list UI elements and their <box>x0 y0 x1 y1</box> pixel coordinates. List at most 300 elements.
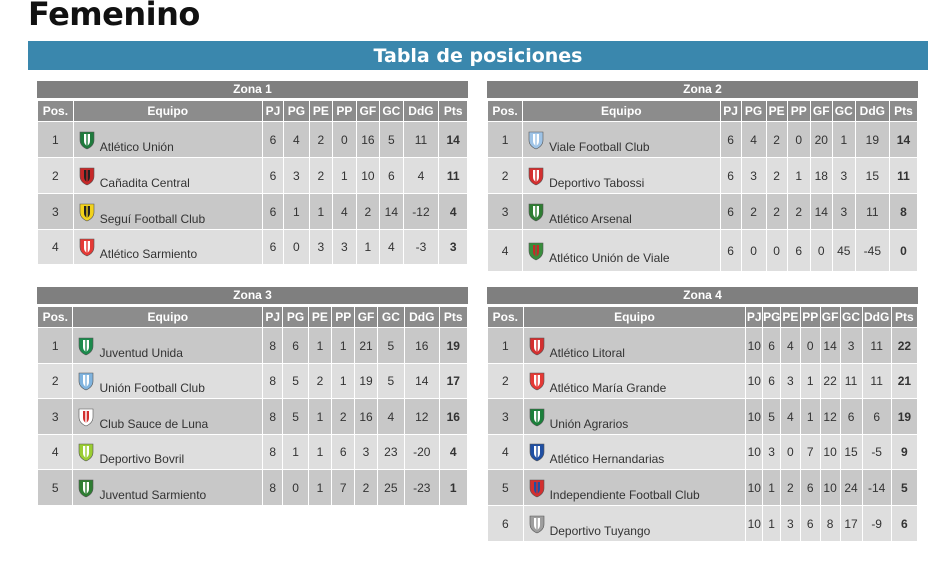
table-row <box>488 328 918 364</box>
column-header-pos: Pos. <box>488 307 524 328</box>
team-cell <box>73 122 262 158</box>
pg-cell: 5 <box>283 399 308 435</box>
pg-cell: 3 <box>741 158 766 194</box>
table-row <box>38 194 468 230</box>
pp-cell: 4 <box>333 194 356 230</box>
pj-cell: 6 <box>262 158 283 194</box>
pos-cell: 1 <box>488 328 524 364</box>
pp-cell: 6 <box>800 470 820 506</box>
team-crest-icon <box>526 166 546 186</box>
pe-cell: 1 <box>308 399 331 435</box>
gc-cell: 1 <box>832 122 855 158</box>
column-header-pp: PP <box>800 307 820 328</box>
team-cell <box>73 194 262 230</box>
team-crest-icon <box>76 478 96 498</box>
pj-cell: 6 <box>720 194 741 230</box>
standings-banner: Tabla de posiciones <box>28 41 928 70</box>
team-crest-icon <box>77 202 97 222</box>
team-crest-icon <box>77 130 97 150</box>
ddg-cell: 4 <box>403 158 439 194</box>
pj-cell: 8 <box>263 399 283 435</box>
ddg-cell: 15 <box>855 158 889 194</box>
pe-cell: 3 <box>309 230 332 265</box>
pos-cell: 6 <box>488 506 524 542</box>
team-cell <box>523 470 746 506</box>
column-header-ddg: DdG <box>855 101 889 122</box>
pts-cell: 4 <box>439 194 468 230</box>
pp-cell: 6 <box>800 506 820 542</box>
standings-table <box>487 100 918 272</box>
column-header-ddg: DdG <box>405 307 439 328</box>
column-header-team: Equipo <box>73 101 262 122</box>
pp-cell: 1 <box>332 364 355 399</box>
gc-cell: 6 <box>840 399 862 435</box>
team-name[interactable]: Independiente Football Club <box>549 487 700 502</box>
ddg-cell: -45 <box>855 230 889 272</box>
column-header-pj: PJ <box>262 101 283 122</box>
page-title: Femenino <box>28 0 200 33</box>
pe-cell: 3 <box>780 364 800 399</box>
team-cell <box>73 230 262 265</box>
column-header-gc: GC <box>832 101 855 122</box>
column-header-pg: PG <box>283 307 308 328</box>
zone-title: Zona 1 <box>37 81 468 100</box>
team-crest-icon <box>526 202 546 222</box>
team-crest-icon <box>527 336 547 356</box>
team-crest-icon <box>76 371 96 391</box>
pp-cell: 6 <box>332 435 355 470</box>
team-name[interactable]: Seguí Football Club <box>99 211 206 226</box>
pg-cell: 0 <box>741 230 766 272</box>
pg-cell: 0 <box>284 230 310 265</box>
team-cell <box>73 328 263 364</box>
pj-cell: 10 <box>746 364 763 399</box>
pe-cell: 1 <box>308 435 331 470</box>
gf-cell: 12 <box>820 399 840 435</box>
team-crest-icon <box>527 514 547 534</box>
ddg-cell: -9 <box>862 506 891 542</box>
team-name[interactable]: Cañadita Central <box>99 175 190 190</box>
team-name[interactable]: Atlético Unión <box>99 139 174 154</box>
header-row <box>488 101 918 122</box>
pos-cell: 3 <box>488 399 524 435</box>
team-name[interactable]: Viale Football Club <box>549 139 650 154</box>
gf-cell: 14 <box>810 194 832 230</box>
team-crest-icon <box>526 241 546 261</box>
pts-cell: 6 <box>891 506 917 542</box>
column-header-pp: PP <box>787 101 810 122</box>
team-cell <box>523 399 746 435</box>
pp-cell: 7 <box>332 470 355 506</box>
pj-cell: 10 <box>746 470 763 506</box>
column-header-pts: Pts <box>891 307 917 328</box>
pg-cell: 1 <box>763 506 781 542</box>
team-crest-icon <box>527 478 547 498</box>
pos-cell: 1 <box>488 122 523 158</box>
table-row <box>488 506 918 542</box>
pp-cell: 0 <box>800 328 820 364</box>
pts-cell: 11 <box>889 158 917 194</box>
gc-cell: 25 <box>377 470 404 506</box>
pos-cell: 3 <box>38 399 73 435</box>
column-header-pts: Pts <box>439 101 468 122</box>
pg-cell: 4 <box>284 122 310 158</box>
pts-cell: 1 <box>439 470 467 506</box>
team-cell <box>523 230 720 272</box>
ddg-cell: 12 <box>405 399 439 435</box>
team-name[interactable]: Atlético Sarmiento <box>99 247 198 261</box>
ddg-cell: -14 <box>862 470 891 506</box>
pj-cell: 10 <box>746 328 763 364</box>
table-row <box>488 435 918 470</box>
header-row <box>38 307 468 328</box>
pe-cell: 2 <box>766 158 787 194</box>
gc-cell: 14 <box>380 194 403 230</box>
pe-cell: 2 <box>766 122 787 158</box>
pj-cell: 10 <box>746 435 763 470</box>
gf-cell: 10 <box>356 158 379 194</box>
gc-cell: 3 <box>832 158 855 194</box>
column-header-pos: Pos. <box>38 101 74 122</box>
pts-cell: 8 <box>889 194 917 230</box>
pj-cell: 10 <box>746 399 763 435</box>
team-cell <box>523 435 746 470</box>
ddg-cell: 11 <box>855 194 889 230</box>
gf-cell: 16 <box>356 122 379 158</box>
pj-cell: 6 <box>720 230 741 272</box>
gc-cell: 5 <box>380 122 403 158</box>
team-cell <box>523 122 720 158</box>
ddg-cell: 16 <box>405 328 439 364</box>
gf-cell: 14 <box>820 328 840 364</box>
pts-cell: 11 <box>439 158 468 194</box>
column-header-pp: PP <box>332 307 355 328</box>
gc-cell: 17 <box>840 506 862 542</box>
table-row <box>488 194 918 230</box>
pe-cell: 4 <box>780 399 800 435</box>
pg-cell: 4 <box>741 122 766 158</box>
team-crest-icon <box>77 237 97 257</box>
pg-cell: 1 <box>283 435 308 470</box>
column-header-pp: PP <box>333 101 356 122</box>
ddg-cell: 11 <box>862 364 891 399</box>
pj-cell: 10 <box>746 506 763 542</box>
zone-title: Zona 3 <box>37 287 468 306</box>
standings-table <box>37 100 468 265</box>
column-header-pe: PE <box>309 101 332 122</box>
zone-2-table <box>487 81 918 272</box>
pe-cell: 1 <box>308 470 331 506</box>
pts-cell: 0 <box>889 230 917 272</box>
team-crest-icon <box>527 407 547 427</box>
team-crest-icon <box>76 407 96 427</box>
table-row <box>38 364 468 399</box>
standings-table <box>487 306 918 542</box>
pts-cell: 14 <box>889 122 917 158</box>
column-header-ddg: DdG <box>862 307 891 328</box>
column-header-pj: PJ <box>720 101 741 122</box>
table-row <box>488 230 918 272</box>
pp-cell: 1 <box>800 364 820 399</box>
column-header-pj: PJ <box>263 307 283 328</box>
team-crest-icon <box>527 371 547 391</box>
header-row <box>488 307 918 328</box>
ddg-cell: -12 <box>403 194 439 230</box>
pts-cell: 22 <box>891 328 917 364</box>
team-name[interactable]: Club Sauce de Luna <box>99 416 209 431</box>
zone-3-table <box>37 287 468 506</box>
pj-cell: 8 <box>263 328 283 364</box>
column-header-pts: Pts <box>889 101 917 122</box>
column-header-gf: GF <box>355 307 377 328</box>
table-row <box>38 470 468 506</box>
pts-cell: 21 <box>891 364 917 399</box>
column-header-team: Equipo <box>523 101 720 122</box>
table-row <box>488 364 918 399</box>
pp-cell: 1 <box>787 158 810 194</box>
pe-cell: 2 <box>308 364 331 399</box>
pj-cell: 8 <box>263 364 283 399</box>
pp-cell: 2 <box>787 194 810 230</box>
pe-cell: 1 <box>308 328 331 364</box>
column-header-pos: Pos. <box>38 307 73 328</box>
column-header-gc: GC <box>380 101 403 122</box>
pg-cell: 3 <box>763 435 781 470</box>
column-header-gc: GC <box>840 307 862 328</box>
team-name[interactable]: Atlético Arsenal <box>549 211 632 226</box>
team-name[interactable]: Atlético Unión de Viale <box>549 250 670 265</box>
gc-cell: 11 <box>840 364 862 399</box>
table-row <box>488 470 918 506</box>
gc-cell: 6 <box>380 158 403 194</box>
team-crest-icon <box>76 442 96 462</box>
pg-cell: 6 <box>763 328 781 364</box>
team-cell <box>523 194 720 230</box>
ddg-cell: -5 <box>862 435 891 470</box>
pg-cell: 2 <box>741 194 766 230</box>
table-row <box>38 158 468 194</box>
pe-cell: 2 <box>309 122 332 158</box>
ddg-cell: 11 <box>862 328 891 364</box>
gc-cell: 3 <box>840 328 862 364</box>
gf-cell: 10 <box>820 470 840 506</box>
zone-1-table <box>37 81 468 265</box>
gf-cell: 10 <box>820 435 840 470</box>
ddg-cell: 11 <box>403 122 439 158</box>
gc-cell: 24 <box>840 470 862 506</box>
gc-cell: 4 <box>377 399 404 435</box>
team-cell <box>523 158 720 194</box>
gc-cell: 15 <box>840 435 862 470</box>
gc-cell: 5 <box>377 364 404 399</box>
ddg-cell: 6 <box>862 399 891 435</box>
pe-cell: 3 <box>780 506 800 542</box>
pg-cell: 5 <box>283 364 308 399</box>
pe-cell: 4 <box>780 328 800 364</box>
pos-cell: 4 <box>488 435 524 470</box>
ddg-cell: -20 <box>405 435 439 470</box>
gf-cell: 3 <box>355 435 377 470</box>
pg-cell: 1 <box>763 470 781 506</box>
pos-cell: 4 <box>38 435 73 470</box>
column-header-gf: GF <box>356 101 379 122</box>
ddg-cell: 19 <box>855 122 889 158</box>
table-row <box>488 122 918 158</box>
pos-cell: 4 <box>488 230 523 272</box>
pts-cell: 4 <box>439 435 467 470</box>
pos-cell: 2 <box>488 158 523 194</box>
pe-cell: 0 <box>766 230 787 272</box>
pts-cell: 14 <box>439 122 468 158</box>
team-cell <box>73 364 263 399</box>
pe-cell: 2 <box>780 470 800 506</box>
pp-cell: 0 <box>333 122 356 158</box>
pg-cell: 3 <box>284 158 310 194</box>
gf-cell: 19 <box>355 364 377 399</box>
team-name[interactable]: Juventud Sarmiento <box>99 487 207 502</box>
column-header-pts: Pts <box>439 307 467 328</box>
pp-cell: 1 <box>333 158 356 194</box>
gc-cell: 45 <box>832 230 855 272</box>
table-row <box>488 158 918 194</box>
pg-cell: 5 <box>763 399 781 435</box>
pj-cell: 6 <box>262 230 283 265</box>
ddg-cell: 14 <box>405 364 439 399</box>
gf-cell: 18 <box>810 158 832 194</box>
standings-table <box>37 306 468 506</box>
pos-cell: 4 <box>38 230 74 265</box>
table-row <box>38 122 468 158</box>
table-row <box>38 399 468 435</box>
header-row <box>38 101 468 122</box>
pp-cell: 1 <box>800 399 820 435</box>
team-cell <box>73 435 263 470</box>
zone-title: Zona 4 <box>487 287 918 306</box>
team-name[interactable]: Atlético Litoral <box>549 345 625 360</box>
gf-cell: 2 <box>355 470 377 506</box>
zone-title: Zona 2 <box>487 81 918 100</box>
team-crest-icon <box>526 130 546 150</box>
pj-cell: 6 <box>720 122 741 158</box>
pj-cell: 6 <box>262 194 283 230</box>
pos-cell: 2 <box>488 364 524 399</box>
team-name[interactable]: Unión Agrarios <box>549 416 629 431</box>
pts-cell: 16 <box>439 399 467 435</box>
pj-cell: 6 <box>262 122 283 158</box>
column-header-team: Equipo <box>523 307 746 328</box>
pe-cell: 0 <box>780 435 800 470</box>
column-header-gc: GC <box>377 307 404 328</box>
gf-cell: 1 <box>356 230 379 265</box>
gc-cell: 4 <box>380 230 403 265</box>
team-name[interactable]: Unión Football Club <box>99 381 205 395</box>
pg-cell: 1 <box>284 194 310 230</box>
pts-cell: 9 <box>891 435 917 470</box>
team-cell <box>73 158 262 194</box>
pos-cell: 1 <box>38 122 74 158</box>
team-cell <box>73 470 263 506</box>
team-name[interactable]: Deportivo Tuyango <box>549 523 651 538</box>
team-crest-icon <box>76 336 96 356</box>
column-header-ddg: DdG <box>403 101 439 122</box>
pos-cell: 2 <box>38 364 73 399</box>
gf-cell: 8 <box>820 506 840 542</box>
column-header-pg: PG <box>284 101 310 122</box>
pos-cell: 5 <box>38 470 73 506</box>
ddg-cell: -3 <box>403 230 439 265</box>
column-header-gf: GF <box>810 101 832 122</box>
pg-cell: 0 <box>283 470 308 506</box>
team-crest-icon <box>527 442 547 462</box>
column-header-gf: GF <box>820 307 840 328</box>
ddg-cell: -23 <box>405 470 439 506</box>
pp-cell: 0 <box>787 122 810 158</box>
pp-cell: 7 <box>800 435 820 470</box>
column-header-pg: PG <box>763 307 781 328</box>
pts-cell: 17 <box>439 364 467 399</box>
gf-cell: 20 <box>810 122 832 158</box>
team-name[interactable]: Atlético María Grande <box>549 381 667 395</box>
column-header-team: Equipo <box>73 307 263 328</box>
pj-cell: 8 <box>263 435 283 470</box>
team-name[interactable]: Deportivo Bovril <box>99 452 185 466</box>
table-row <box>38 435 468 470</box>
team-name[interactable]: Atlético Hernandarias <box>549 452 665 466</box>
gf-cell: 0 <box>810 230 832 272</box>
pp-cell: 6 <box>787 230 810 272</box>
team-cell <box>73 399 263 435</box>
gf-cell: 2 <box>356 194 379 230</box>
pts-cell: 5 <box>891 470 917 506</box>
pj-cell: 8 <box>263 470 283 506</box>
team-cell <box>523 364 746 399</box>
team-name[interactable]: Deportivo Tabossi <box>549 175 645 190</box>
column-header-pg: PG <box>741 101 766 122</box>
pe-cell: 1 <box>309 194 332 230</box>
team-crest-icon <box>77 166 97 186</box>
team-cell <box>523 328 746 364</box>
pts-cell: 19 <box>439 328 467 364</box>
gf-cell: 16 <box>355 399 377 435</box>
pts-cell: 3 <box>439 230 468 265</box>
pp-cell: 3 <box>333 230 356 265</box>
pp-cell: 1 <box>332 328 355 364</box>
team-name[interactable]: Juventud Unida <box>99 345 183 360</box>
pos-cell: 3 <box>38 194 74 230</box>
gc-cell: 3 <box>832 194 855 230</box>
column-header-pe: PE <box>308 307 331 328</box>
pj-cell: 6 <box>720 158 741 194</box>
gf-cell: 21 <box>355 328 377 364</box>
pos-cell: 1 <box>38 328 73 364</box>
table-row <box>488 399 918 435</box>
column-header-pe: PE <box>766 101 787 122</box>
column-header-pj: PJ <box>746 307 763 328</box>
pg-cell: 6 <box>283 328 308 364</box>
pp-cell: 2 <box>332 399 355 435</box>
pg-cell: 6 <box>763 364 781 399</box>
pos-cell: 5 <box>488 470 524 506</box>
pos-cell: 2 <box>38 158 74 194</box>
gc-cell: 5 <box>377 328 404 364</box>
pe-cell: 2 <box>309 158 332 194</box>
team-cell <box>523 506 746 542</box>
pos-cell: 3 <box>488 194 523 230</box>
gc-cell: 23 <box>377 435 404 470</box>
table-row <box>38 328 468 364</box>
pe-cell: 2 <box>766 194 787 230</box>
gf-cell: 22 <box>820 364 840 399</box>
